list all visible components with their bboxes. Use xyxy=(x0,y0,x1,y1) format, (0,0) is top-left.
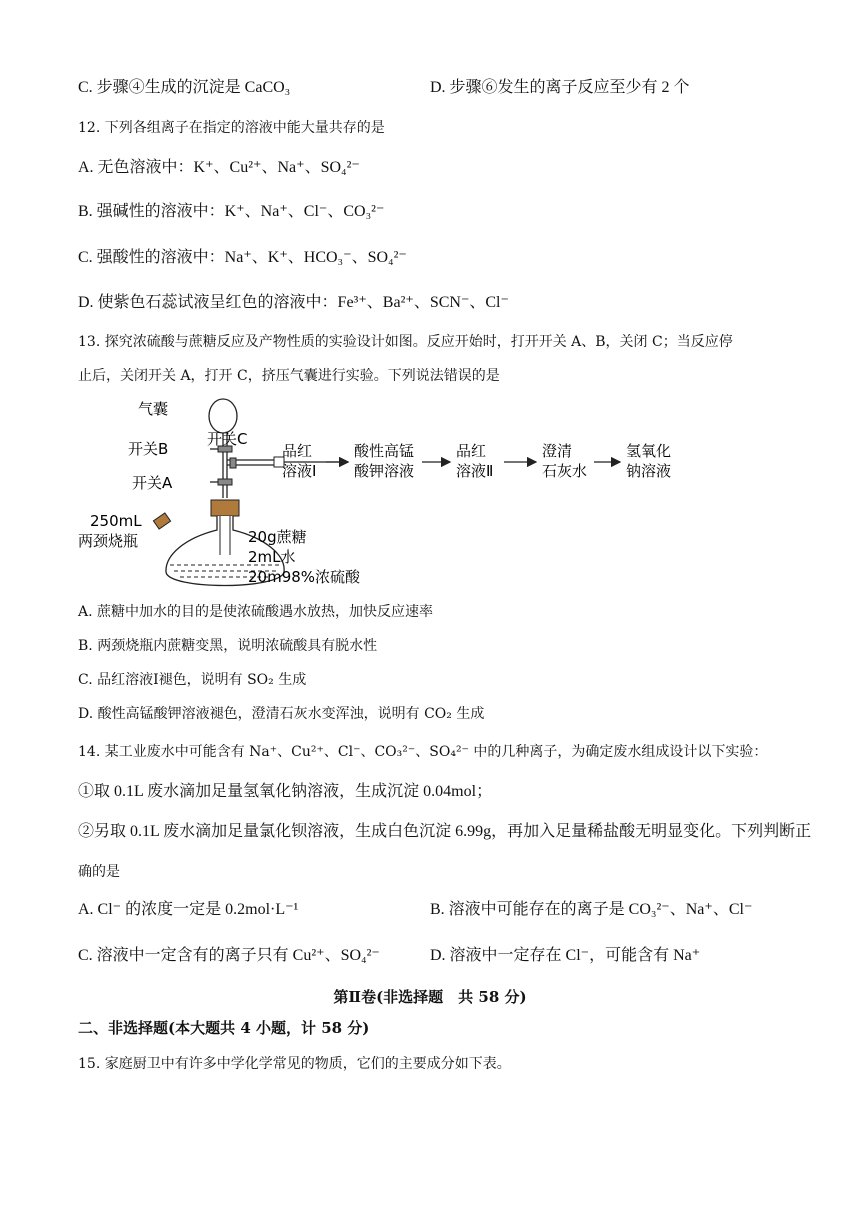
q12-option-b: B. 强碱性的溶液中：K⁺、Na⁺、Cl⁻、CO₃²⁻ xyxy=(78,203,385,220)
step1-line1: 品红 xyxy=(282,442,313,460)
step1-line2: 溶液Ⅰ xyxy=(282,462,317,480)
step3-line2: 溶液Ⅱ xyxy=(456,462,494,480)
q14-option-a: A. Cl⁻ 的浓度一定是 0.2mol·L⁻¹ xyxy=(78,901,299,918)
step5-line1: 氢氧化 xyxy=(626,442,672,460)
q12-option-c: C. 强酸性的溶液中：Na⁺、K⁺、HCO₃⁻、SO₄²⁻ xyxy=(78,249,407,266)
step5-line2: 钠溶液 xyxy=(626,462,672,480)
q12-option-a: A. 无色溶液中：K⁺、Cu²⁺、Na⁺、SO₄²⁻ xyxy=(78,159,360,176)
label-acid: 20m98%浓硫酸 xyxy=(248,568,361,586)
step4-line1: 澄清 xyxy=(542,442,573,460)
label-switch-b: 开关B xyxy=(128,440,169,458)
switch-c-valve xyxy=(230,458,236,468)
step2-line2: 酸钾溶液 xyxy=(354,462,415,480)
label-switch-c: 开关C xyxy=(207,430,248,448)
switch-a-valve xyxy=(218,479,232,485)
q14-experiment-2-cont: 确的是 xyxy=(78,864,120,880)
apparatus-diagram xyxy=(70,390,710,590)
q13-option-c: C. 品红溶液Ⅰ褪色，说明有 SO₂ 生成 xyxy=(78,672,307,688)
q11-option-d: D. 步骤⑥发生的离子反应至少有 2 个 xyxy=(430,79,690,96)
step4-line2: 石灰水 xyxy=(542,462,588,480)
q13-option-b: B. 两颈烧瓶内蔗糖变黑，说明浓硫酸具有脱水性 xyxy=(78,638,378,654)
label-switch-a: 开关A xyxy=(132,474,173,492)
q13-stem-line1: 13. 探究浓硫酸与蔗糖反应及产物性质的实验设计如图。反应开始时，打开开关 A、B，关闭 C；当反应停 xyxy=(78,334,733,350)
q12-stem: 12. 下列各组离子在指定的溶液中能大量共存的是 xyxy=(78,120,385,136)
q14-stem: 14. 某工业废水中可能含有 Na⁺、Cu²⁺、Cl⁻、CO₃²⁻、SO₄²⁻ 中的几种离子，为确定废水组成设计以下实验： xyxy=(78,744,768,760)
q15-stem: 15. 家庭厨卫中有许多中学化学常见的物质，它们的主要成分如下表。 xyxy=(78,1056,511,1072)
step2-line1: 酸性高锰 xyxy=(354,442,415,460)
part-two-title: 第Ⅱ卷(非选择题 共 58 分) xyxy=(333,988,527,1006)
q14-option-b: B. 溶液中可能存在的离子是 CO₃²⁻、Na⁺、Cl⁻ xyxy=(430,901,753,918)
label-water: 2mL水 xyxy=(248,548,296,566)
q14-experiment-1: ①取 0.1L 废水滴加足量氢氧化钠溶液，生成沉淀 0.04mol； xyxy=(78,783,493,800)
label-flask-volume: 250mL xyxy=(90,512,142,530)
q12-option-d: D. 使紫色石蕊试液呈红色的溶液中：Fe³⁺、Ba²⁺、SCN⁻、Cl⁻ xyxy=(78,294,509,311)
label-balloon: 气囊 xyxy=(138,400,169,418)
q14-option-c: C. 溶液中一定含有的离子只有 Cu²⁺、SO₄²⁻ xyxy=(78,947,380,964)
q11-option-c: C. 步骤④生成的沉淀是 CaCO₃ xyxy=(78,79,291,96)
section-heading: 二、非选择题(本大题共 4 小题，计 58 分) xyxy=(78,1019,370,1037)
q13-option-d: D. 酸性高锰酸钾溶液褪色，澄清石灰水变浑浊，说明有 CO₂ 生成 xyxy=(78,706,485,722)
q14-experiment-2: ②另取 0.1L 废水滴加足量氯化钡溶液，生成白色沉淀 6.99g，再加入足量稀盐酸无明显变化。下列判断正 xyxy=(78,823,812,840)
balloon-shape xyxy=(209,399,237,433)
step3-line1: 品红 xyxy=(456,442,487,460)
label-sugar: 20g蔗糖 xyxy=(248,528,307,546)
stopper xyxy=(211,500,239,516)
label-flask-type: 两颈烧瓶 xyxy=(78,532,139,550)
q13-option-a: A. 蔗糖中加水的目的是使浓硫酸遇水放热，加快反应速率 xyxy=(78,604,434,620)
q13-stem-line2: 止后，关闭开关 A，打开 C，挤压气囊进行实验。下列说法错误的是 xyxy=(78,368,500,384)
q14-option-d: D. 溶液中一定存在 Cl⁻，可能含有 Na⁺ xyxy=(430,947,701,964)
